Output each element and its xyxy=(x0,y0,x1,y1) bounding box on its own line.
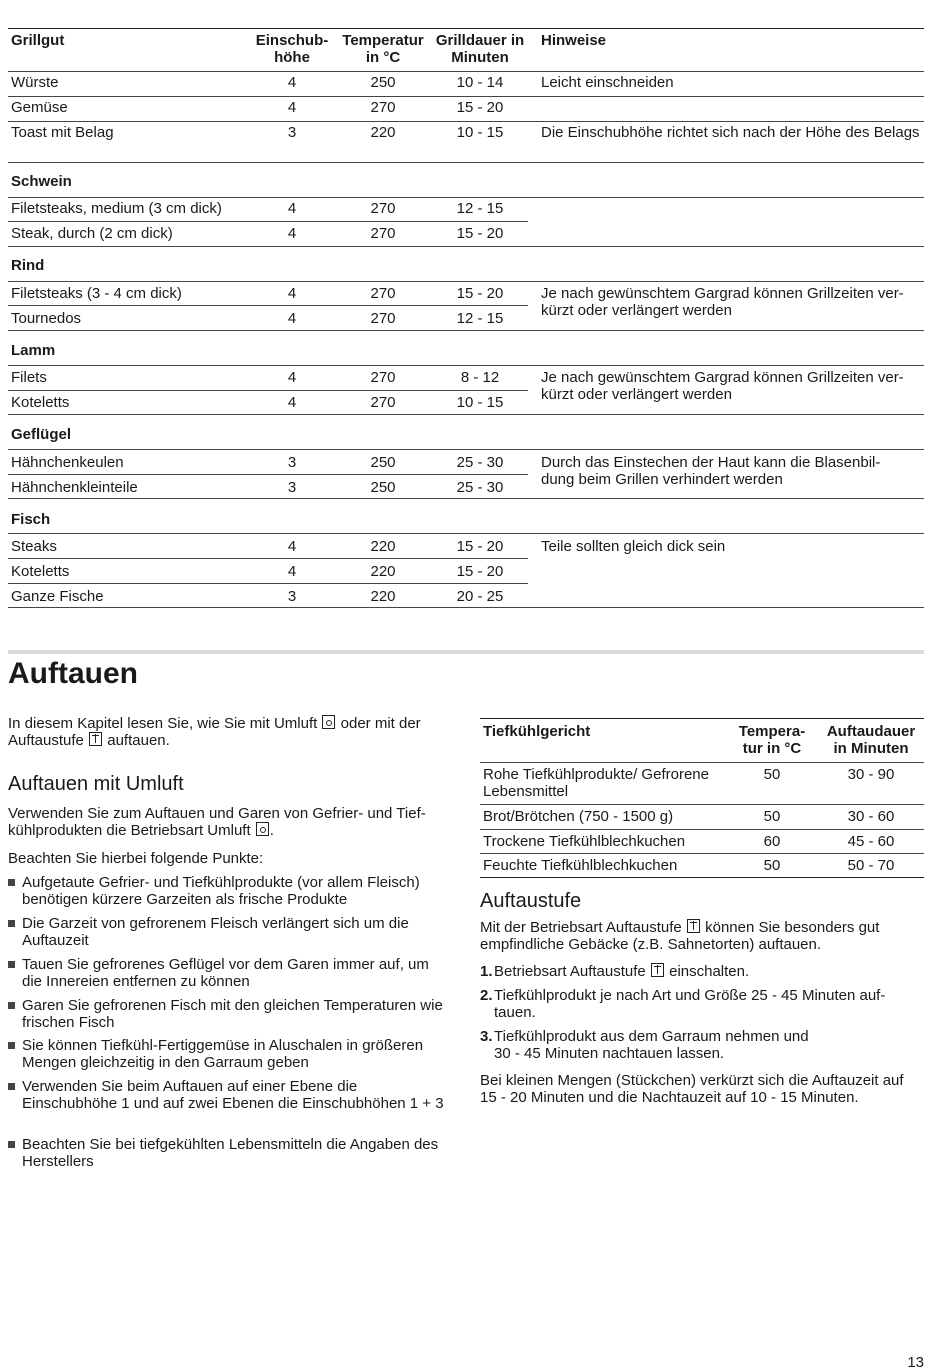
header-level: Einschub- höhe xyxy=(255,32,329,66)
table-rule xyxy=(8,607,924,608)
level-cell: 3 xyxy=(287,588,297,605)
food-cell: Filetsteaks, medium (3 cm dick) xyxy=(11,200,222,217)
level-cell: 4 xyxy=(287,200,297,217)
table-rule xyxy=(8,390,528,391)
temp-cell: 50 xyxy=(763,808,781,825)
time-cell: 12 - 15 xyxy=(456,310,504,327)
header-notes: Hinweise xyxy=(541,32,607,49)
temp-cell: 270 xyxy=(370,225,396,242)
umluft-heading: Auftauen mit Umluft xyxy=(8,773,184,795)
table-rule xyxy=(480,853,924,854)
list-item: 1. Betriebsart Auftaustufe einschalten. xyxy=(480,963,750,980)
level-cell: 3 xyxy=(287,124,297,141)
list-item: 2. Tiefkühlprodukt je nach Art und Größe 25 - 45 Minuten auf- tauen. xyxy=(480,987,886,1021)
table-rule xyxy=(480,829,924,830)
food-cell: Filetsteaks (3 - 4 cm dick) xyxy=(11,285,182,302)
food-cell: Koteletts xyxy=(11,563,70,580)
food-cell: Ganze Fische xyxy=(11,588,104,605)
level-cell: 4 xyxy=(287,99,297,116)
level-cell: 3 xyxy=(287,479,297,496)
temp-cell: 270 xyxy=(370,310,396,327)
time-cell: 15 - 20 xyxy=(456,285,504,302)
time-cell: 15 - 20 xyxy=(456,225,504,242)
temp-cell: 270 xyxy=(370,99,396,116)
group-heading: Lamm xyxy=(11,342,56,359)
temp-cell: 250 xyxy=(370,479,396,496)
time-cell: 10 - 15 xyxy=(456,394,504,411)
time-cell: 25 - 30 xyxy=(456,454,504,471)
food-cell: Steak, durch (2 cm dick) xyxy=(11,225,173,242)
defrost-icon xyxy=(89,732,102,746)
defrost-icon xyxy=(687,919,700,933)
list-item: Beachten Sie bei tiefgekühlten Lebensmitteln die Angaben des Herstellers xyxy=(8,1136,453,1170)
dish-cell: Feuchte Tiefkühlblechkuchen xyxy=(483,857,678,874)
level-cell: 4 xyxy=(287,563,297,580)
note-cell: Je nach gewünschtem Gargrad können Grillzeiten ver- kürzt oder verlängert werden xyxy=(541,369,904,403)
time-cell: 8 - 12 xyxy=(460,369,500,386)
list-item: Die Garzeit von gefrorenem Fleisch verlängert sich um die Auftauzeit xyxy=(8,915,453,949)
auftaustufe-heading: Auftaustufe xyxy=(480,890,582,912)
table-rule xyxy=(8,558,528,559)
temp-cell: 270 xyxy=(370,394,396,411)
food-cell: Hähnchenkleinteile xyxy=(11,479,138,496)
level-cell: 4 xyxy=(287,285,297,302)
group-heading: Schwein xyxy=(11,173,72,190)
header-time: Auftaudauer in Minuten xyxy=(826,723,916,757)
temp-cell: 60 xyxy=(763,833,781,850)
temp-cell: 270 xyxy=(370,369,396,386)
auftaustufe-paragraph: Mit der Betriebsart Auftaustufe können Sie besonders gut empfindliche Gebäcke (z.B. Sahnetorten) auftauen. xyxy=(480,919,880,953)
temp-cell: 220 xyxy=(370,588,396,605)
bullet-icon xyxy=(8,920,15,927)
table-rule xyxy=(480,877,924,878)
bullet-icon xyxy=(8,1002,15,1009)
level-cell: 4 xyxy=(287,538,297,555)
header-temp: Tempera- tur in °C xyxy=(738,723,806,757)
group-heading: Geflügel xyxy=(11,426,72,443)
section-rule xyxy=(8,650,924,654)
level-cell: 4 xyxy=(287,74,297,91)
food-cell: Koteletts xyxy=(11,394,70,411)
list-item: Tauen Sie gefrorenes Geflügel vor dem Garen immer auf, um die Innereien entfernen zu können xyxy=(8,956,453,990)
bullet-icon xyxy=(8,1141,15,1148)
time-cell: 20 - 25 xyxy=(456,588,504,605)
table-rule xyxy=(8,221,528,222)
dish-cell: Rohe Tiefkühlprodukte/ Gefrorene Lebensmittel xyxy=(483,766,709,800)
header-time: Grilldauer in Minuten xyxy=(435,32,525,66)
time-cell: 30 - 90 xyxy=(847,766,895,783)
table-rule xyxy=(8,305,528,306)
note-cell: Je nach gewünschtem Gargrad können Grillzeiten ver- kürzt oder verlängert werden xyxy=(541,285,904,319)
defrost-icon xyxy=(651,963,664,977)
food-cell: Gemüse xyxy=(11,99,68,116)
time-cell: 30 - 60 xyxy=(847,808,895,825)
time-cell: 10 - 14 xyxy=(456,74,504,91)
temp-cell: 270 xyxy=(370,285,396,302)
table-rule xyxy=(8,197,924,198)
dish-cell: Trockene Tiefkühlblechkuchen xyxy=(483,833,686,850)
list-item: 3. Tiefkühlprodukt aus dem Garraum nehmen und 30 - 45 Minuten nachtauen lassen. xyxy=(480,1028,809,1062)
table-rule xyxy=(8,474,528,475)
header-dish: Tiefkühlgericht xyxy=(483,723,591,740)
table-rule xyxy=(8,281,924,282)
table-rule xyxy=(8,71,924,72)
table-rule xyxy=(8,330,924,331)
list-item: Verwenden Sie beim Auftauen auf einer Ebene die Einschubhöhe 1 und auf zwei Ebenen die Einschubhöhen 1 + 3 xyxy=(8,1078,453,1112)
table-rule xyxy=(8,365,924,366)
time-cell: 15 - 20 xyxy=(456,538,504,555)
temp-cell: 220 xyxy=(370,124,396,141)
page-number: 13 xyxy=(907,1354,924,1371)
time-cell: 25 - 30 xyxy=(456,479,504,496)
table-rule xyxy=(8,583,528,584)
level-cell: 4 xyxy=(287,225,297,242)
table-rule xyxy=(8,449,924,450)
note-cell: Durch das Einstechen der Haut kann die Blasenbil- dung beim Grillen verhindert werden xyxy=(541,454,881,488)
level-cell: 4 xyxy=(287,310,297,327)
table-top-rule xyxy=(480,718,924,719)
group-heading: Fisch xyxy=(11,511,51,528)
bullet-icon xyxy=(8,1042,15,1049)
table-rule xyxy=(8,533,924,534)
intro-paragraph: In diesem Kapitel lesen Sie, wie Sie mit Umluft oder mit der Auftaustufe auftauen. xyxy=(8,715,421,749)
list-item: Sie können Tiefkühl-Fertiggemüse in Aluschalen in größeren Mengen gleichzeitig in den Garraum geben xyxy=(8,1037,453,1071)
level-cell: 4 xyxy=(287,369,297,386)
time-cell: 12 - 15 xyxy=(456,200,504,217)
dish-cell: Brot/Brötchen (750 - 1500 g) xyxy=(483,808,674,825)
list-item: Aufgetaute Gefrier- und Tiefkühlprodukte (vor allem Fleisch) benötigen kürzere Garzeiten als frische Produkte xyxy=(8,874,453,908)
table-rule xyxy=(8,414,924,415)
note-cell: Teile sollten gleich dick sein xyxy=(541,538,726,555)
table-rule xyxy=(480,762,924,763)
food-cell: Toast mit Belag xyxy=(11,124,114,141)
time-cell: 15 - 20 xyxy=(456,563,504,580)
table-rule xyxy=(8,246,924,247)
table-rule xyxy=(8,162,924,163)
time-cell: 15 - 20 xyxy=(456,99,504,116)
food-cell: Tournedos xyxy=(11,310,82,327)
time-cell: 50 - 70 xyxy=(847,857,895,874)
umluft-paragraph: Verwenden Sie zum Auftauen und Garen von Gefrier- und Tief- kühlprodukten die Betriebsart Umluft . xyxy=(8,805,426,839)
time-cell: 45 - 60 xyxy=(847,833,895,850)
bullet-icon xyxy=(8,879,15,886)
level-cell: 3 xyxy=(287,454,297,471)
header-food: Grillgut xyxy=(11,32,65,49)
fan-icon xyxy=(256,822,269,836)
food-cell: Hähnchenkeulen xyxy=(11,454,124,471)
level-cell: 4 xyxy=(287,394,297,411)
umluft-points-intro: Beachten Sie hierbei folgende Punkte: xyxy=(8,850,264,867)
group-heading: Rind xyxy=(11,257,45,274)
note-cell: Leicht einschneiden xyxy=(541,74,674,91)
bullet-icon xyxy=(8,961,15,968)
food-cell: Würste xyxy=(11,74,59,91)
table-rule xyxy=(8,498,924,499)
header-temp: Temperatur in °C xyxy=(342,32,424,66)
table-top-rule xyxy=(8,28,924,29)
table-rule xyxy=(8,121,924,122)
table-rule xyxy=(8,96,924,97)
fan-icon xyxy=(322,715,335,729)
temp-cell: 250 xyxy=(370,454,396,471)
bullet-icon xyxy=(8,1083,15,1090)
note-cell: Die Einschubhöhe richtet sich nach der Höhe des Belags xyxy=(541,124,920,141)
auftaustufe-note: Bei kleinen Mengen (Stückchen) verkürzt sich die Auftauzeit auf 15 - 20 Minuten und die Nachtauzeit auf 10 - 15 Minuten. xyxy=(480,1072,904,1106)
list-item: Garen Sie gefrorenen Fisch mit den gleichen Temperaturen wie frischen Fisch xyxy=(8,997,453,1031)
food-cell: Steaks xyxy=(11,538,57,555)
food-cell: Filets xyxy=(11,369,47,386)
time-cell: 10 - 15 xyxy=(456,124,504,141)
temp-cell: 50 xyxy=(763,857,781,874)
table-rule xyxy=(480,804,924,805)
temp-cell: 270 xyxy=(370,200,396,217)
temp-cell: 50 xyxy=(763,766,781,783)
temp-cell: 220 xyxy=(370,538,396,555)
section-title: Auftauen xyxy=(8,657,138,690)
temp-cell: 220 xyxy=(370,563,396,580)
temp-cell: 250 xyxy=(370,74,396,91)
